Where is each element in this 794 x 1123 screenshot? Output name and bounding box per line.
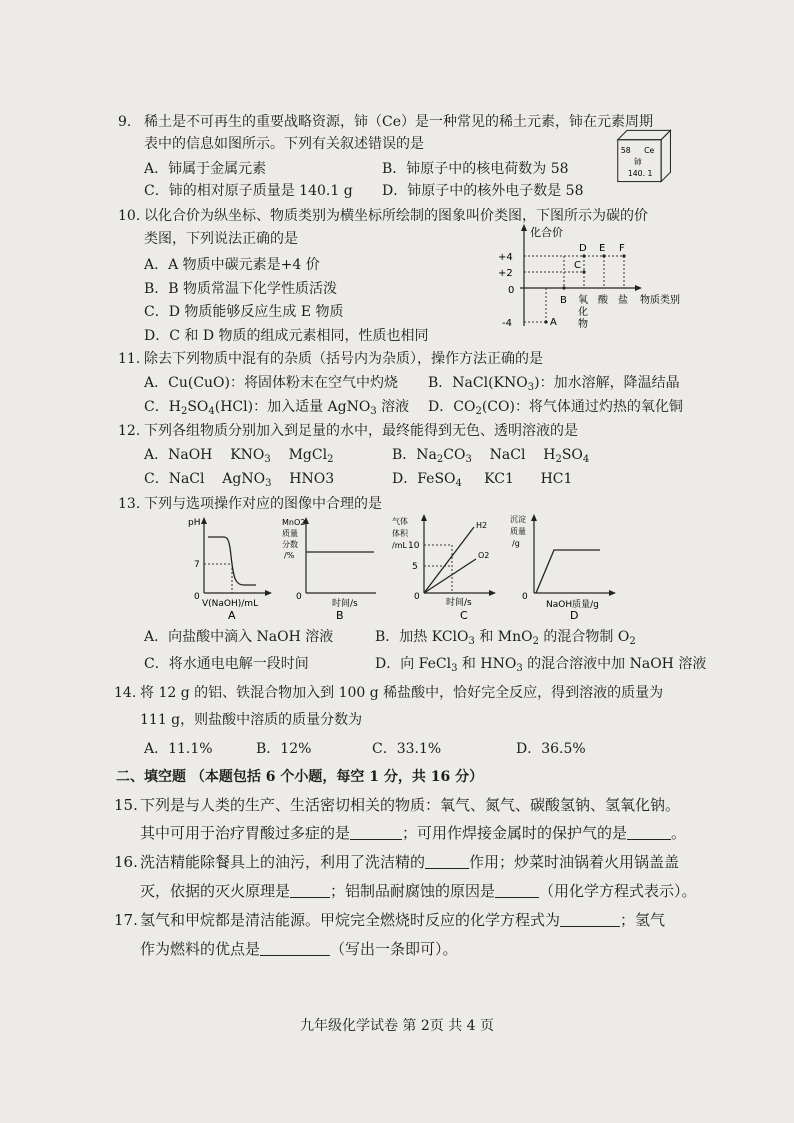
graph-a-tick7: 7	[194, 560, 200, 570]
q12-c-3: HNO3	[289, 471, 335, 487]
q10-stem-line2: 类图，下列说法正确的是	[144, 231, 298, 247]
graph-a-caption: A	[228, 609, 236, 622]
graph-b-ylabel-1: MnO2	[282, 518, 306, 527]
q12-a-1: A．NaOH	[144, 447, 213, 463]
q12-option-b: B．$Na_2CO_3$ NaCl $H_2SO_4$	[392, 447, 590, 465]
q17-blank1[interactable]	[560, 912, 620, 927]
q16-text2a: 灭，依据的灭火原理是	[140, 882, 291, 900]
graph-b-caption: B	[336, 609, 344, 622]
ytick-zero: 0	[508, 285, 515, 296]
xcat-oxide: 氧	[578, 295, 588, 306]
q11-a-text: ：将固体粉末在空气中灼烧	[229, 375, 398, 391]
ytick-plus4: +4	[498, 252, 513, 263]
graph-c-ylabel-2: 体积	[392, 529, 408, 538]
q16-text1a: 洗洁精能除餐具上的油污，利用了洗洁精的	[140, 853, 426, 871]
q9-stem1: 稀土是不可再生的重要战略资源，铈（Ce）是一种常见的稀土元素，铈在元素周期	[144, 114, 653, 130]
q14-stem1: 将 12 g 的铝、铁混合物加入到 100 g 稀盐酸中，恰好完全反应，得到溶液的质量为	[140, 685, 664, 701]
graph-a-ylabel: pH	[188, 518, 201, 528]
q11-a-formula: Cu(CuO)	[168, 375, 230, 391]
q16-text2c: （用化学方程式表示）。	[539, 882, 697, 900]
graph-b-xlabel: 时间/s	[332, 599, 358, 609]
q14-stem-line2: 111 g，则盐酸中溶质的质量分数为	[140, 712, 363, 728]
q16-line1	[114, 853, 679, 871]
graph-d-caption: D	[570, 609, 579, 622]
q13-option-b: B．加热 KClO$_3$ 和 MnO$_2$ 的混合物制 $O_2$	[375, 629, 636, 647]
chart-xlabel: 物质类别	[640, 295, 680, 306]
q11-b-text: ：加水溶解，降温结晶	[539, 375, 680, 391]
q17-number: 17.	[114, 911, 138, 929]
element-name: 铈	[634, 157, 642, 167]
q16-text2b: ；铝制品耐腐蚀的原因是	[330, 882, 496, 900]
xcat-b: B	[560, 295, 567, 306]
q11-stem-text: 除去下列物质中混有的杂质（括号内为杂质），操作方法正确的是	[144, 351, 543, 367]
graph-d-curve	[536, 550, 600, 593]
q13-option-d: D．向 FeCl$_3$ 和 $HNO_3$ 的混合溶液中加 NaOH 溶液	[375, 656, 707, 674]
q16-blank1[interactable]	[425, 854, 469, 869]
graph-a-zero: 0	[194, 592, 200, 602]
q10-number: 10.	[118, 208, 141, 224]
graph-d-zero: 0	[522, 592, 528, 602]
q14-option-b: B．12%	[256, 741, 312, 757]
q13-graph-d	[508, 510, 623, 623]
point-d: D	[579, 243, 587, 254]
graph-c-xlabel: 时间/s	[446, 598, 472, 608]
q16-number: 16.	[114, 853, 138, 871]
graph-d-ylabel-3: /g	[512, 539, 520, 548]
ytick-minus4: -4	[502, 318, 512, 329]
q9-option-d: D．铈原子中的核外电子数是 58	[382, 183, 584, 199]
q15-blank1[interactable]	[350, 825, 402, 840]
q17-blank2[interactable]	[260, 941, 330, 956]
q15-text2b: ；可用作焊接金属时的保护气的是	[402, 824, 628, 842]
q9-stem-line2: 表中的信息如图所示。下列有关叙述错误的是	[144, 136, 424, 152]
q10-stem1: 以化合价为纵坐标、物质类别为横坐标所绘制的图象叫价类图，下图所示为碳的价	[144, 208, 648, 224]
chart-ylabel: 化合价	[530, 226, 563, 239]
point-c: C	[574, 260, 581, 271]
graph-b-ylabel-3: 分数	[282, 540, 298, 549]
xcat-acid: 酸	[598, 295, 608, 306]
graph-c-zero: 0	[414, 592, 420, 602]
q9-option-b: B．铈原子中的核电荷数为 58	[382, 161, 569, 177]
q14-number: 14.	[114, 685, 137, 701]
q15-line2	[140, 824, 686, 842]
graph-c-tick10: 10	[408, 541, 420, 551]
q13-graph-a	[186, 515, 276, 623]
q10-option-a: A．A 物质中碳元素是+4 价	[144, 257, 320, 273]
q11-b-formula: $NaCl(KNO_3)$	[452, 375, 540, 393]
ytick-plus2: +2	[498, 268, 513, 279]
q9-option-a: A．铈属于金属元素	[144, 161, 267, 177]
graph-c-tick5: 5	[412, 562, 418, 572]
q14-option-d: D．36.5%	[516, 741, 586, 757]
graph-c-caption: C	[460, 609, 468, 622]
q13-graph-b	[280, 515, 380, 623]
graph-d-ylabel-2: 质量	[510, 527, 526, 536]
q13-number: 13.	[118, 496, 141, 512]
q9-stem-line1	[118, 113, 653, 131]
point-a: A	[550, 317, 557, 328]
xcat-oxide-2: 化	[578, 307, 588, 318]
q14-option-c: C．33.1%	[372, 741, 442, 757]
q13-option-a: A．向盐酸中滴入 NaOH 溶液	[144, 629, 334, 645]
q12-option-a: A．NaOH $KNO_3$ MgCl$_2$	[144, 447, 334, 465]
q9-option-c: C．铈的相对原子质量是 140.1 g	[144, 183, 353, 199]
graph-c-h2-line	[424, 527, 474, 593]
graph-c-ylabel-1: 气体	[392, 517, 408, 526]
q13-graph-c	[388, 512, 500, 623]
graph-a-xlabel: V(NaOH)/mL	[202, 599, 259, 609]
q12-number: 12.	[118, 423, 141, 439]
q13-option-c: C．将水通电电解一段时间	[144, 656, 309, 672]
q13-stem	[118, 495, 382, 513]
q11-d-formula: $CO_2(CO)$	[453, 399, 515, 417]
q16-blank3[interactable]	[495, 883, 539, 898]
graph-b-ylabel-4: /%	[284, 551, 295, 560]
q15-blank2[interactable]	[627, 825, 671, 840]
q15-text2a: 其中可用于治疗胃酸过多症的是	[140, 824, 351, 842]
q11-stem	[118, 350, 543, 368]
element-symbol: Ce	[644, 145, 655, 155]
carbon-valence-chart	[490, 222, 720, 337]
graph-b-zero: 0	[296, 592, 302, 602]
q17-line1	[114, 911, 665, 929]
q13-stem-text: 下列与选项操作对应的图像中合理的是	[144, 496, 382, 512]
q12-c-1: C．NaCl	[144, 471, 205, 487]
q11-option-b: B．$NaCl(KNO_3)$：加水溶解，降温结晶	[428, 375, 680, 393]
graph-d-ylabel-1: 沉淀	[510, 515, 526, 524]
xcat-salt: 盐	[618, 295, 628, 306]
q12-stem	[118, 422, 578, 440]
q11-d-text: ：将气体通过灼热的氧化铜	[514, 399, 683, 415]
q12-option-d: D．FeSO$_4$ KC1 HC1	[392, 471, 573, 489]
q11-c-formula: $H_2SO_4(HCl)$	[168, 399, 254, 417]
q11-option-c: C．$H_2SO_4(HCl)$：加入适量 AgNO$_3$ 溶液	[144, 399, 410, 417]
point-e: E	[599, 243, 606, 254]
page-footer: 九年级化学试卷 第 2页 共 4 页	[299, 1018, 495, 1034]
q16-text1b: 作用；炒菜时油锅着火用锅盖盖	[469, 853, 680, 871]
graph-d-xlabel: NaOH质量/g	[546, 600, 599, 610]
q11-option-a: A．Cu(CuO)：将固体粉末在空气中灼烧	[144, 375, 398, 391]
q11-number: 11.	[118, 351, 141, 367]
xcat-oxide-3: 物	[578, 319, 588, 330]
q12-b-2: NaCl	[489, 447, 526, 463]
q14-option-a: A．11.1%	[144, 741, 213, 757]
graph-b-ylabel-2: 质量	[282, 529, 298, 538]
q10-option-c: C．D 物质能够反应生成 E 物质	[144, 304, 344, 320]
q12-d-2: KC1	[484, 471, 514, 487]
q17-text1b: ；氢气	[620, 911, 666, 929]
graph-c-ylabel-3: /mL	[392, 541, 407, 550]
q15-number: 15.	[114, 796, 138, 814]
graph-c-o2-label: O2	[478, 551, 490, 560]
q9-number: 9.	[118, 114, 132, 130]
q15-text2c: 。	[671, 824, 687, 842]
graph-c-o2-line	[424, 559, 476, 593]
q15-line1	[114, 796, 680, 814]
q14-stem-line1	[114, 684, 663, 702]
q16-line2	[140, 882, 697, 900]
q16-blank2[interactable]	[290, 883, 330, 898]
q17-text2a: 作为燃料的优点是	[140, 940, 261, 958]
q17-line2	[140, 940, 458, 958]
section2-heading: 二、填空题 （本题包括 6 个小题，每空 1 分，共 16 分）	[116, 769, 484, 785]
q11-option-d: D．$CO_2(CO)$：将气体通过灼热的氧化铜	[428, 399, 683, 417]
q17-text2b: （写出一条即可）。	[330, 940, 458, 958]
q10-option-b: B．B 物质常温下化学性质活泼	[144, 281, 338, 297]
q10-option-d: D．C 和 D 物质的组成元素相同，性质也相同	[144, 328, 429, 344]
element-mass: 140. 1	[627, 169, 653, 179]
point-f: F	[619, 243, 625, 254]
q12-option-c: C．NaCl AgNO$_3$ HNO3	[144, 471, 335, 489]
element-number: 58	[620, 145, 631, 155]
graph-c-h2-label: H2	[476, 521, 488, 530]
q17-text1a: 氢气和甲烷都是清洁能源。甲烷完全燃烧时反应的化学方程式为	[140, 911, 561, 929]
q15-text1: 下列是与人类的生产、生活密切相关的物质：氧气、氮气、碳酸氢钠、氢氧化钠。	[140, 796, 681, 814]
q12-stem-text: 下列各组物质分别加入到足量的水中，最终能得到无色、透明溶液的是	[144, 423, 578, 439]
cerium-element-card	[610, 128, 672, 184]
q12-d-3: HC1	[540, 471, 573, 487]
